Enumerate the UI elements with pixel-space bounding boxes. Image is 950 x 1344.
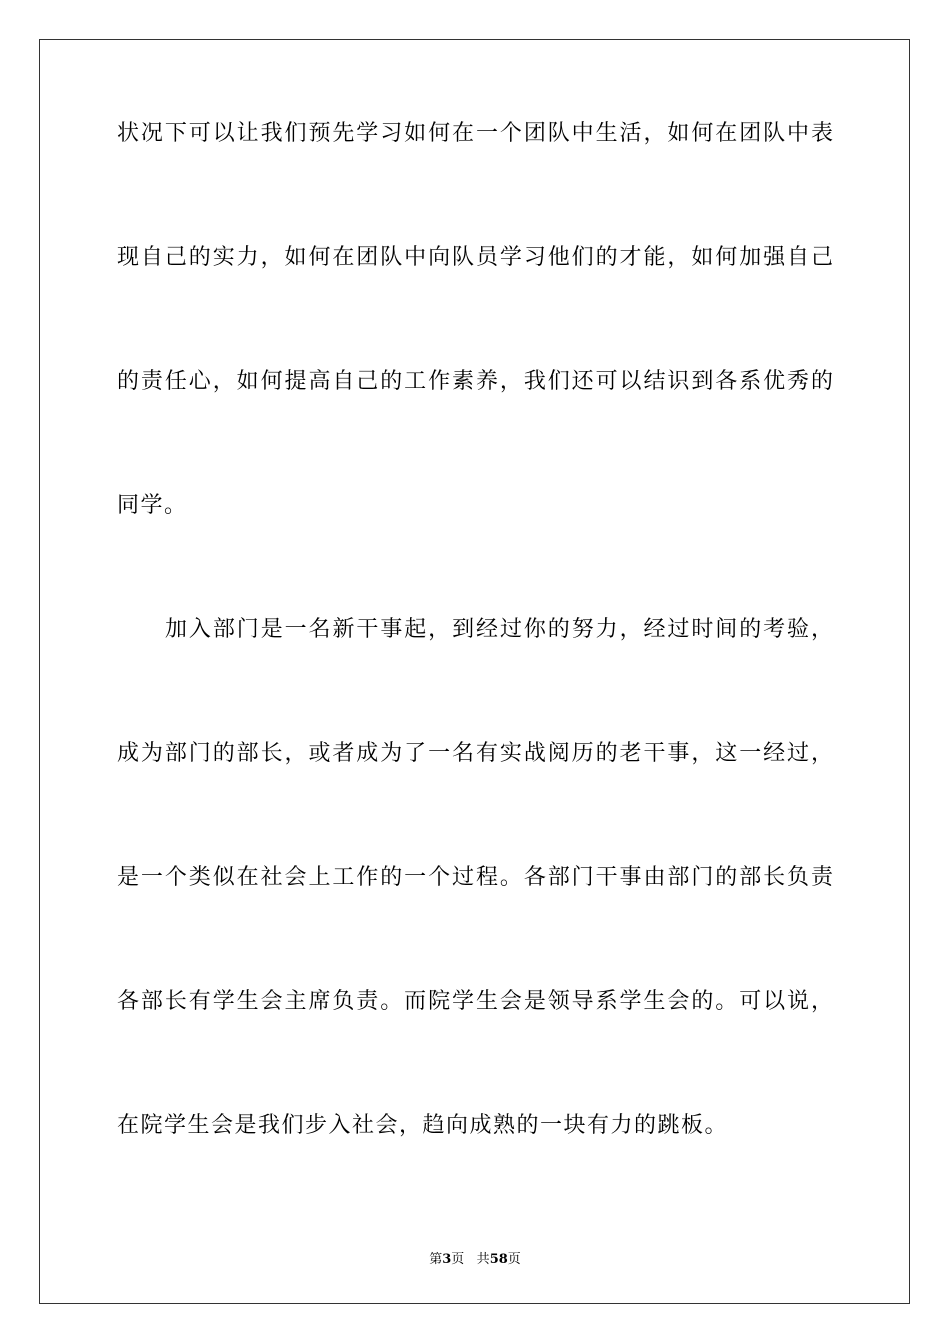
page-prefix: 第 — [429, 1252, 443, 1267]
page-number: 3 — [442, 1252, 452, 1267]
total-suffix: 页 — [507, 1252, 521, 1267]
text-line: 同学。 — [117, 493, 188, 518]
page-footer — [0, 1248, 950, 1267]
page-suffix: 页 — [451, 1252, 465, 1267]
text-line: 的责任心，如何提高自己的工作素养，我们还可以结识到各系优秀的 — [117, 369, 833, 394]
text-line: 状况下可以让我们预先学习如何在一个团队中生活，如何在团队中表 — [117, 121, 833, 146]
text-line: 成为部门的部长，或者成为了一名有实战阅历的老干事，这一经过， — [117, 741, 833, 766]
paragraph-first-line: 加入部门是一名新干事起，到经过你的努力，经过时间的考验， — [165, 617, 833, 642]
total-pages: 58 — [489, 1252, 508, 1267]
text-line: 现自己的实力，如何在团队中向队员学习他们的才能，如何加强自己 — [117, 245, 833, 270]
text-line: 各部长有学生会主席负责。而院学生会是领导系学生会的。可以说， — [117, 989, 833, 1014]
text-line: 在院学生会是我们步入社会，趋向成熟的一块有力的跳板。 — [117, 1113, 729, 1138]
total-prefix: 共 — [476, 1252, 490, 1267]
text-line: 是一个类似在社会上工作的一个过程。各部门干事由部门的部长负责 — [117, 865, 833, 890]
document-body — [117, 118, 833, 1234]
